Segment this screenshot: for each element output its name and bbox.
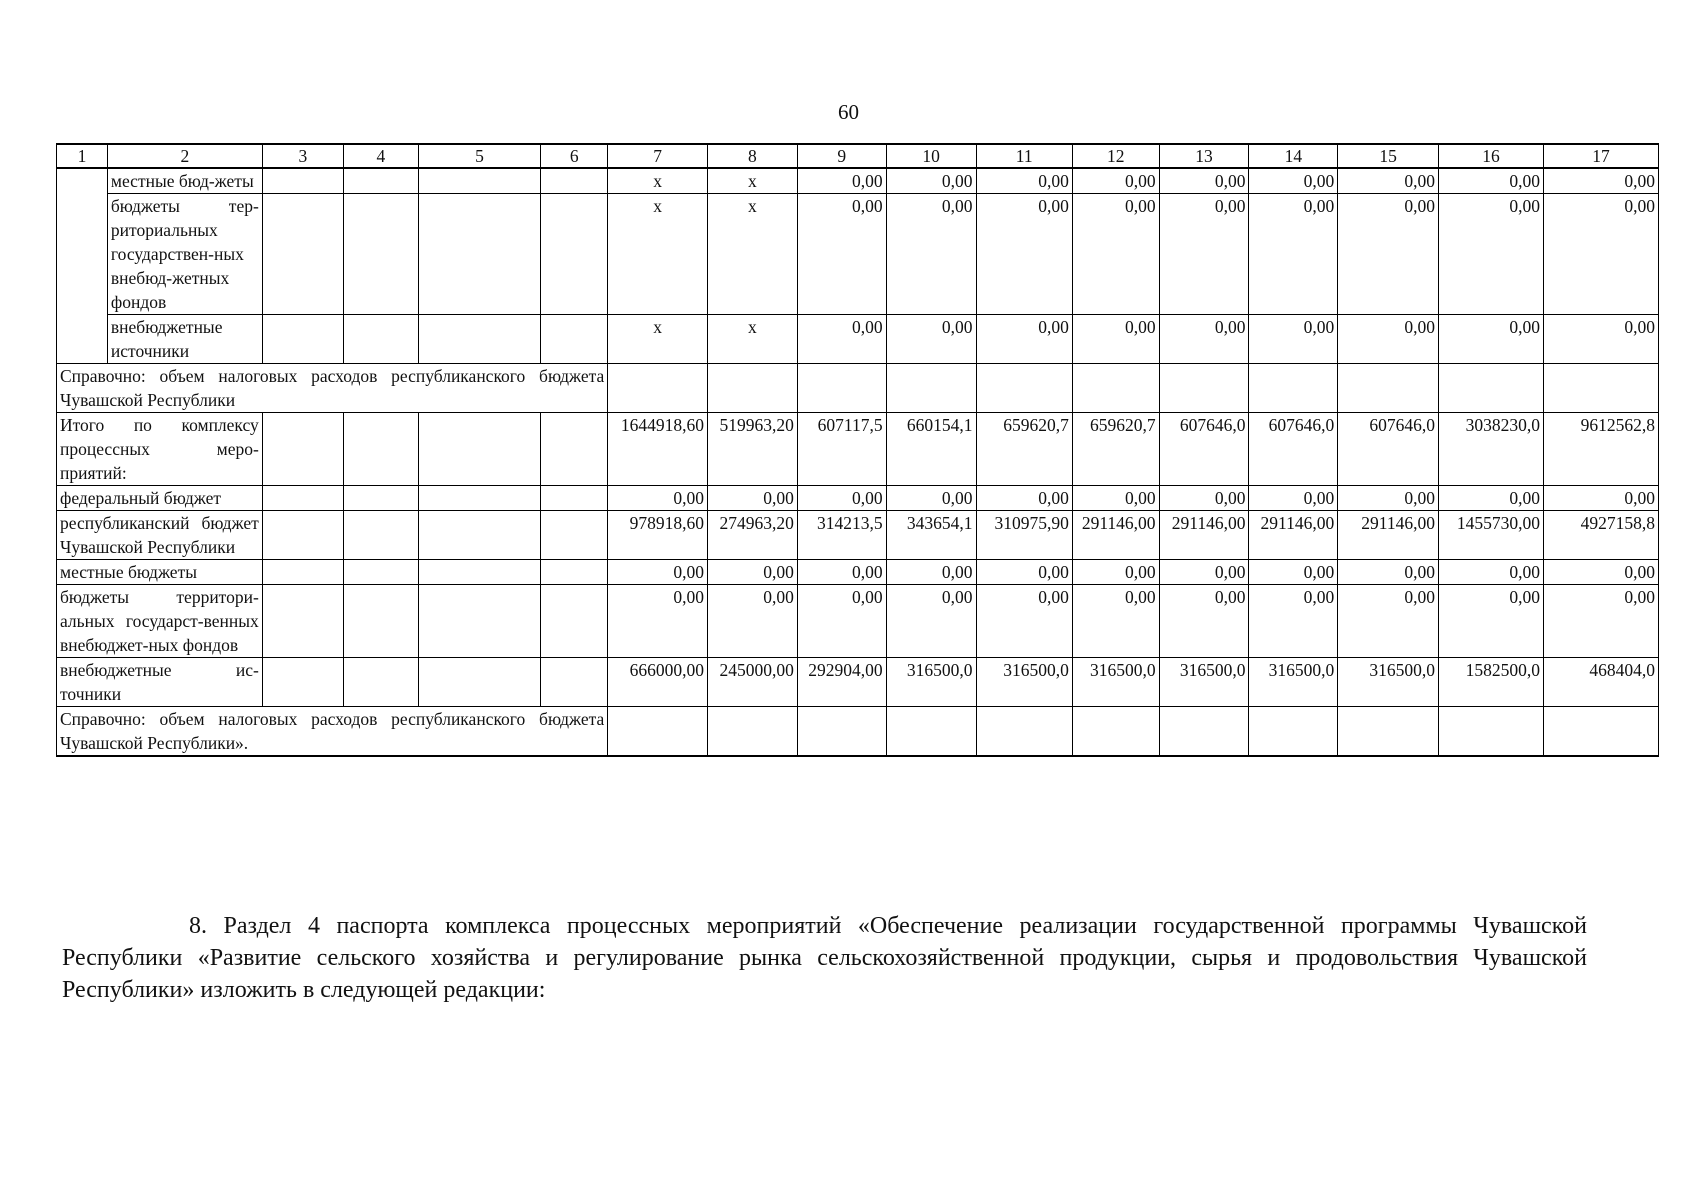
amount-cell: 0,00 — [1438, 560, 1543, 585]
amount-cell: 0,00 — [797, 486, 886, 511]
empty-cell — [541, 168, 608, 194]
empty-cell — [541, 560, 608, 585]
amount-cell: 468404,0 — [1544, 658, 1659, 707]
row-label: местные бюджеты — [57, 560, 263, 585]
amount-cell: 0,00 — [1072, 486, 1159, 511]
amount-cell: 666000,00 — [608, 658, 708, 707]
empty-cell — [262, 560, 343, 585]
amount-cell: 0,00 — [707, 585, 797, 658]
empty-cell — [262, 315, 343, 364]
amount-cell: 607646,0 — [1338, 413, 1439, 486]
empty-cell — [262, 413, 343, 486]
table-row — [57, 486, 1659, 511]
column-number: 14 — [1249, 144, 1338, 168]
amount-cell: 0,00 — [976, 194, 1072, 315]
amount-cell: 660154,1 — [886, 413, 976, 486]
amount-cell: 0,00 — [797, 585, 886, 658]
empty-cell — [541, 413, 608, 486]
amount-cell: 0,00 — [1249, 168, 1338, 194]
amount-cell: 659620,7 — [976, 413, 1072, 486]
amount-cell: 0,00 — [1249, 585, 1338, 658]
table-row — [57, 315, 1659, 364]
row-label: Итого по комплексу процессных меро-приятий: — [57, 413, 263, 486]
empty-cell — [1249, 364, 1338, 413]
amount-cell: 1644918,60 — [608, 413, 708, 486]
empty-cell — [541, 511, 608, 560]
reference-row — [57, 364, 1659, 413]
table-row — [57, 511, 1659, 560]
empty-cell — [1249, 707, 1338, 757]
not-applicable-mark: х — [608, 194, 708, 315]
column-number: 4 — [344, 144, 419, 168]
empty-cell — [886, 707, 976, 757]
amount-cell: 0,00 — [1544, 560, 1659, 585]
amount-cell: 0,00 — [886, 585, 976, 658]
amount-cell: 274963,20 — [707, 511, 797, 560]
amount-cell: 0,00 — [797, 315, 886, 364]
amount-cell: 0,00 — [1159, 486, 1249, 511]
empty-cell — [1438, 364, 1543, 413]
amount-cell: 0,00 — [1544, 486, 1659, 511]
empty-cell — [418, 413, 540, 486]
column-number: 3 — [262, 144, 343, 168]
empty-cell — [344, 315, 419, 364]
empty-cell — [608, 364, 708, 413]
amount-cell: 9612562,8 — [1544, 413, 1659, 486]
table-row — [57, 168, 1659, 194]
amount-cell: 0,00 — [1544, 168, 1659, 194]
empty-cell — [418, 511, 540, 560]
amount-cell: 0,00 — [608, 486, 708, 511]
amount-cell: 0,00 — [1249, 194, 1338, 315]
reference-label: Справочно: объем налоговых расходов республиканского бюджета Чувашской Республики — [57, 364, 608, 413]
amount-cell: 0,00 — [608, 560, 708, 585]
empty-cell — [344, 585, 419, 658]
amount-cell: 0,00 — [1072, 194, 1159, 315]
column-number: 7 — [608, 144, 708, 168]
amount-cell: 0,00 — [976, 315, 1072, 364]
column-number: 2 — [107, 144, 262, 168]
empty-cell — [262, 194, 343, 315]
amount-cell: 0,00 — [1072, 168, 1159, 194]
column-number: 9 — [797, 144, 886, 168]
not-applicable-mark: х — [707, 194, 797, 315]
amount-cell: 0,00 — [1249, 315, 1338, 364]
amount-cell: 0,00 — [1159, 168, 1249, 194]
amount-cell: 607117,5 — [797, 413, 886, 486]
table-header-row — [57, 144, 1659, 168]
empty-cell — [344, 511, 419, 560]
amount-cell: 0,00 — [1159, 315, 1249, 364]
empty-cell — [1338, 707, 1439, 757]
amount-cell: 0,00 — [707, 486, 797, 511]
empty-cell — [541, 585, 608, 658]
empty-cell — [1159, 707, 1249, 757]
not-applicable-mark: х — [707, 168, 797, 194]
amount-cell: 4927158,8 — [1544, 511, 1659, 560]
amount-cell: 314213,5 — [797, 511, 886, 560]
amount-cell: 343654,1 — [886, 511, 976, 560]
empty-cell — [797, 707, 886, 757]
table-row — [57, 585, 1659, 658]
column-number: 6 — [541, 144, 608, 168]
amount-cell: 0,00 — [976, 560, 1072, 585]
amount-cell: 291146,00 — [1338, 511, 1439, 560]
column-number: 5 — [418, 144, 540, 168]
amount-cell: 0,00 — [797, 560, 886, 585]
amount-cell: 291146,00 — [1072, 511, 1159, 560]
amount-cell: 607646,0 — [1159, 413, 1249, 486]
amount-cell: 0,00 — [976, 486, 1072, 511]
table-row — [57, 413, 1659, 486]
amount-cell: 316500,0 — [1072, 658, 1159, 707]
amount-cell: 0,00 — [1438, 168, 1543, 194]
table-row — [57, 658, 1659, 707]
empty-cell — [1544, 707, 1659, 757]
amount-cell: 0,00 — [1159, 585, 1249, 658]
amount-cell: 1455730,00 — [1438, 511, 1543, 560]
empty-cell — [1438, 707, 1543, 757]
amount-cell: 978918,60 — [608, 511, 708, 560]
amount-cell: 0,00 — [976, 168, 1072, 194]
amount-cell: 0,00 — [1338, 194, 1439, 315]
row-label: федеральный бюджет — [57, 486, 263, 511]
not-applicable-mark: х — [608, 168, 708, 194]
empty-cell — [262, 168, 343, 194]
empty-cell — [608, 707, 708, 757]
column-number: 13 — [1159, 144, 1249, 168]
empty-cell — [541, 486, 608, 511]
amount-cell: 291146,00 — [1159, 511, 1249, 560]
amount-cell: 0,00 — [1544, 194, 1659, 315]
empty-cell — [541, 194, 608, 315]
not-applicable-mark: х — [707, 315, 797, 364]
amount-cell: 0,00 — [1544, 585, 1659, 658]
empty-cell — [262, 511, 343, 560]
empty-cell — [262, 486, 343, 511]
amount-cell: 316500,0 — [886, 658, 976, 707]
amount-cell: 0,00 — [886, 486, 976, 511]
empty-cell — [418, 585, 540, 658]
empty-cell — [1544, 364, 1659, 413]
amount-cell: 659620,7 — [1072, 413, 1159, 486]
amount-cell: 0,00 — [1438, 486, 1543, 511]
empty-cell — [541, 315, 608, 364]
row-label: внебюджетные источники — [107, 315, 262, 364]
amount-cell: 310975,90 — [976, 511, 1072, 560]
empty-cell — [976, 707, 1072, 757]
empty-cell — [1338, 364, 1439, 413]
amount-cell: 0,00 — [1338, 560, 1439, 585]
amount-cell: 0,00 — [886, 194, 976, 315]
empty-cell — [1159, 364, 1249, 413]
empty-cell — [344, 168, 419, 194]
empty-cell — [344, 486, 419, 511]
empty-cell — [886, 364, 976, 413]
amount-cell: 0,00 — [976, 585, 1072, 658]
amount-cell: 0,00 — [886, 315, 976, 364]
amount-cell: 607646,0 — [1249, 413, 1338, 486]
empty-cell — [707, 707, 797, 757]
row-label: республиканский бюджет Чувашской Республики — [57, 511, 263, 560]
amount-cell: 292904,00 — [797, 658, 886, 707]
amount-cell: 316500,0 — [976, 658, 1072, 707]
empty-cell — [418, 560, 540, 585]
amount-cell: 0,00 — [1338, 168, 1439, 194]
empty-cell — [262, 658, 343, 707]
amount-cell: 291146,00 — [1249, 511, 1338, 560]
body-paragraph: 8. Раздел 4 паспорта комплекса процессных мероприятий «Обеспечение реализации государственной программы Чувашской Республики «Развитие сельского хозяйства и регулирование рынка сельскохозяйственной продукции, сырья и продовольствия Чувашской Республики» изложить в следующей редакции: — [62, 913, 1587, 1003]
amount-cell: 0,00 — [1438, 194, 1543, 315]
column-number: 12 — [1072, 144, 1159, 168]
empty-cell — [418, 194, 540, 315]
amount-cell: 0,00 — [1338, 585, 1439, 658]
amount-cell: 3038230,0 — [1438, 413, 1543, 486]
column-number: 11 — [976, 144, 1072, 168]
amount-cell: 0,00 — [1072, 315, 1159, 364]
amount-cell: 0,00 — [886, 168, 976, 194]
row-label: внебюджетные ис-точники — [57, 658, 263, 707]
column-number: 1 — [57, 144, 108, 168]
row-label: местные бюд-жеты — [107, 168, 262, 194]
empty-cell — [418, 168, 540, 194]
empty-cell — [57, 168, 108, 364]
amount-cell: 0,00 — [707, 560, 797, 585]
amount-cell: 519963,20 — [707, 413, 797, 486]
empty-cell — [344, 560, 419, 585]
amount-cell: 1582500,0 — [1438, 658, 1543, 707]
empty-cell — [344, 194, 419, 315]
amount-cell: 0,00 — [1438, 315, 1543, 364]
not-applicable-mark: х — [608, 315, 708, 364]
amount-cell: 0,00 — [1249, 486, 1338, 511]
empty-cell — [262, 585, 343, 658]
amount-cell: 0,00 — [1072, 560, 1159, 585]
amount-cell: 0,00 — [886, 560, 976, 585]
page-number: 60 — [838, 100, 859, 124]
empty-cell — [1072, 364, 1159, 413]
amount-cell: 0,00 — [1159, 194, 1249, 315]
column-number: 16 — [1438, 144, 1543, 168]
budget-table — [56, 143, 1659, 757]
reference-row — [57, 707, 1659, 757]
empty-cell — [344, 413, 419, 486]
empty-cell — [797, 364, 886, 413]
amount-cell: 0,00 — [1338, 486, 1439, 511]
amount-cell: 0,00 — [1544, 315, 1659, 364]
amount-cell: 0,00 — [1072, 585, 1159, 658]
reference-label: Справочно: объем налоговых расходов республиканского бюджета Чувашской Республики». — [57, 707, 608, 757]
column-number: 15 — [1338, 144, 1439, 168]
amount-cell: 245000,00 — [707, 658, 797, 707]
row-label: бюджеты тер-риториальных государствен-ных внебюд-жетных фондов — [107, 194, 262, 315]
column-number: 17 — [1544, 144, 1659, 168]
amount-cell: 0,00 — [1249, 560, 1338, 585]
column-number: 10 — [886, 144, 976, 168]
empty-cell — [1072, 707, 1159, 757]
row-label: бюджеты территори-альных государст-венных внебюджет-ных фондов — [57, 585, 263, 658]
empty-cell — [418, 658, 540, 707]
empty-cell — [541, 658, 608, 707]
amount-cell: 316500,0 — [1249, 658, 1338, 707]
table-row — [57, 194, 1659, 315]
empty-cell — [344, 658, 419, 707]
amount-cell: 0,00 — [797, 194, 886, 315]
empty-cell — [418, 315, 540, 364]
amount-cell: 0,00 — [1338, 315, 1439, 364]
amount-cell: 0,00 — [1159, 560, 1249, 585]
column-number: 8 — [707, 144, 797, 168]
amount-cell: 316500,0 — [1338, 658, 1439, 707]
empty-cell — [707, 364, 797, 413]
amount-cell: 0,00 — [1438, 585, 1543, 658]
empty-cell — [418, 486, 540, 511]
empty-cell — [976, 364, 1072, 413]
table-row — [57, 560, 1659, 585]
amount-cell: 316500,0 — [1159, 658, 1249, 707]
amount-cell: 0,00 — [608, 585, 708, 658]
amount-cell: 0,00 — [797, 168, 886, 194]
